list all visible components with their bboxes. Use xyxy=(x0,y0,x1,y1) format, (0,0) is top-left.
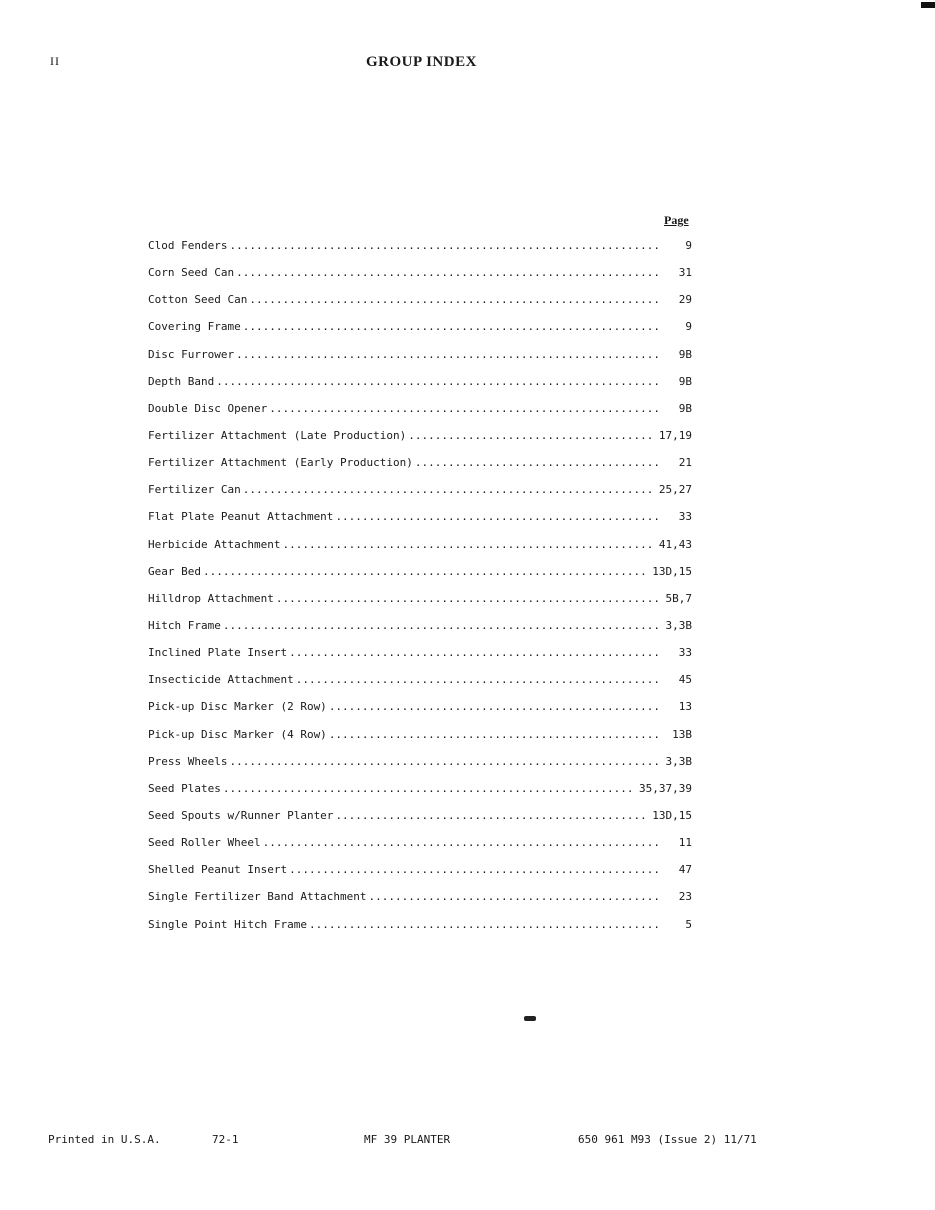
index-page-ref: 13 xyxy=(678,700,692,714)
footer-code: 72-1 xyxy=(212,1133,239,1146)
dot-leader xyxy=(309,917,662,933)
index-label: Clod Fenders xyxy=(148,239,228,252)
dot-leader xyxy=(282,537,654,553)
dot-leader xyxy=(269,401,662,417)
dot-leader xyxy=(249,292,662,308)
index-label: Inclined Plate Insert xyxy=(148,646,288,660)
index-row xyxy=(148,401,694,428)
index-row xyxy=(148,238,694,265)
dot-leader xyxy=(296,672,662,688)
index-label: Disc Furrower xyxy=(148,347,235,361)
index-label: Press Wheels xyxy=(148,754,228,768)
index-page-ref: 9 xyxy=(685,320,692,334)
index-page-ref: 21 xyxy=(678,456,692,470)
index-page-ref: 25,27 xyxy=(658,483,692,497)
index-page-ref: 45 xyxy=(678,673,692,687)
index-page-ref: 33 xyxy=(678,510,692,524)
dot-leader xyxy=(203,564,648,580)
index-page-ref: 23 xyxy=(678,890,692,904)
scan-mark xyxy=(921,2,935,8)
index-row xyxy=(148,808,694,835)
index-row xyxy=(148,591,694,618)
index-page-ref: 29 xyxy=(678,293,692,307)
index-page-ref: 3,3B xyxy=(665,754,692,768)
index-label: Pick-up Disc Marker (2 Row) xyxy=(148,700,327,714)
dot-leader xyxy=(236,347,662,363)
index-label: Pick-up Disc Marker (4 Row) xyxy=(148,727,327,741)
index-label: Seed Plates xyxy=(148,781,221,795)
index-label: Seed Spouts w/Runner Planter xyxy=(148,808,334,822)
dot-leader xyxy=(335,509,662,525)
index-label: Seed Roller Wheel xyxy=(148,836,261,850)
index-row xyxy=(148,537,694,564)
index-label: Flat Plate Peanut Attachment xyxy=(148,510,334,524)
index-row xyxy=(148,862,694,889)
dot-leader xyxy=(329,699,662,715)
index-label: Fertilizer Attachment (Early Production) xyxy=(148,456,413,470)
index-row xyxy=(148,889,694,916)
dot-leader xyxy=(415,455,662,471)
index-label: Covering Frame xyxy=(148,320,241,334)
index-label: Cotton Seed Can xyxy=(148,293,248,307)
index-page-ref: 35,37,39 xyxy=(639,781,692,795)
index-page-ref: 13B xyxy=(672,727,692,741)
dot-leader xyxy=(263,835,662,851)
page-number: II xyxy=(50,54,60,68)
dot-leader xyxy=(276,591,662,607)
index-label: Fertilizer Can xyxy=(148,483,241,497)
index-page-ref: 13D,15 xyxy=(652,808,692,822)
index-row xyxy=(148,319,694,346)
index-row xyxy=(148,564,694,591)
index-label: Single Fertilizer Band Attachment xyxy=(148,890,367,904)
index-row xyxy=(148,455,694,482)
index-label: Corn Seed Can xyxy=(148,266,235,280)
index-row xyxy=(148,835,694,862)
dot-leader xyxy=(216,374,662,390)
index-page-ref: 31 xyxy=(678,266,692,280)
index-label: Fertilizer Attachment (Late Production) xyxy=(148,428,407,442)
index-row xyxy=(148,645,694,672)
index-page-ref: 5 xyxy=(685,917,692,931)
dot-leader xyxy=(223,781,635,797)
index-page-ref: 47 xyxy=(678,863,692,877)
index-label: Hilldrop Attachment xyxy=(148,591,274,605)
footer-printed-in: Printed in U.S.A. xyxy=(48,1133,161,1146)
dot-leader xyxy=(329,727,662,743)
scan-mark xyxy=(524,1016,536,1021)
index-label: Hitch Frame xyxy=(148,618,221,632)
index-page-ref: 17,19 xyxy=(658,428,692,442)
dot-leader xyxy=(289,862,662,878)
index-row xyxy=(148,428,694,455)
index-label: Double Disc Opener xyxy=(148,401,268,415)
index-row xyxy=(148,265,694,292)
index-label: Insecticide Attachment xyxy=(148,673,294,687)
index-page-ref: 13D,15 xyxy=(652,564,692,578)
index-row xyxy=(148,482,694,509)
page-title: GROUP INDEX xyxy=(366,54,477,70)
dot-leader xyxy=(289,645,662,661)
index-label: Gear Bed xyxy=(148,564,201,578)
dot-leader xyxy=(408,428,655,444)
dot-leader xyxy=(243,319,662,335)
index-row xyxy=(148,754,694,781)
index-row xyxy=(148,292,694,319)
index-row xyxy=(148,509,694,536)
index-page-ref: 5B,7 xyxy=(665,591,692,605)
index-row xyxy=(148,347,694,374)
index-page-ref: 33 xyxy=(678,646,692,660)
index-label: Herbicide Attachment xyxy=(148,537,281,551)
dot-leader xyxy=(335,808,648,824)
page-column-header: Page xyxy=(664,213,689,227)
dot-leader xyxy=(229,754,661,770)
footer-part-number: 650 961 M93 (Issue 2) 11/71 xyxy=(578,1133,757,1146)
dot-leader xyxy=(236,265,662,281)
index-row xyxy=(148,781,694,808)
index-page-ref: 41,43 xyxy=(658,537,692,551)
index-label: Depth Band xyxy=(148,374,215,388)
index-page-ref: 9 xyxy=(685,239,692,252)
dot-leader xyxy=(369,889,662,905)
index-label: Shelled Peanut Insert xyxy=(148,863,288,877)
index-page-ref: 3,3B xyxy=(665,618,692,632)
index-row xyxy=(148,374,694,401)
index-label: Single Point Hitch Frame xyxy=(148,917,307,931)
index-row xyxy=(148,699,694,726)
index-row xyxy=(148,672,694,699)
footer-model: MF 39 PLANTER xyxy=(364,1133,451,1146)
index-page-ref: 9B xyxy=(678,374,692,388)
index-page-ref: 9B xyxy=(678,401,692,415)
index-row xyxy=(148,618,694,645)
index-row xyxy=(148,727,694,754)
dot-leader xyxy=(243,482,655,498)
index-page-ref: 9B xyxy=(678,347,692,361)
dot-leader xyxy=(223,618,662,634)
group-index-list xyxy=(148,238,694,944)
index-page-ref: 11 xyxy=(678,836,692,850)
index-row xyxy=(148,917,694,944)
dot-leader xyxy=(229,238,662,254)
